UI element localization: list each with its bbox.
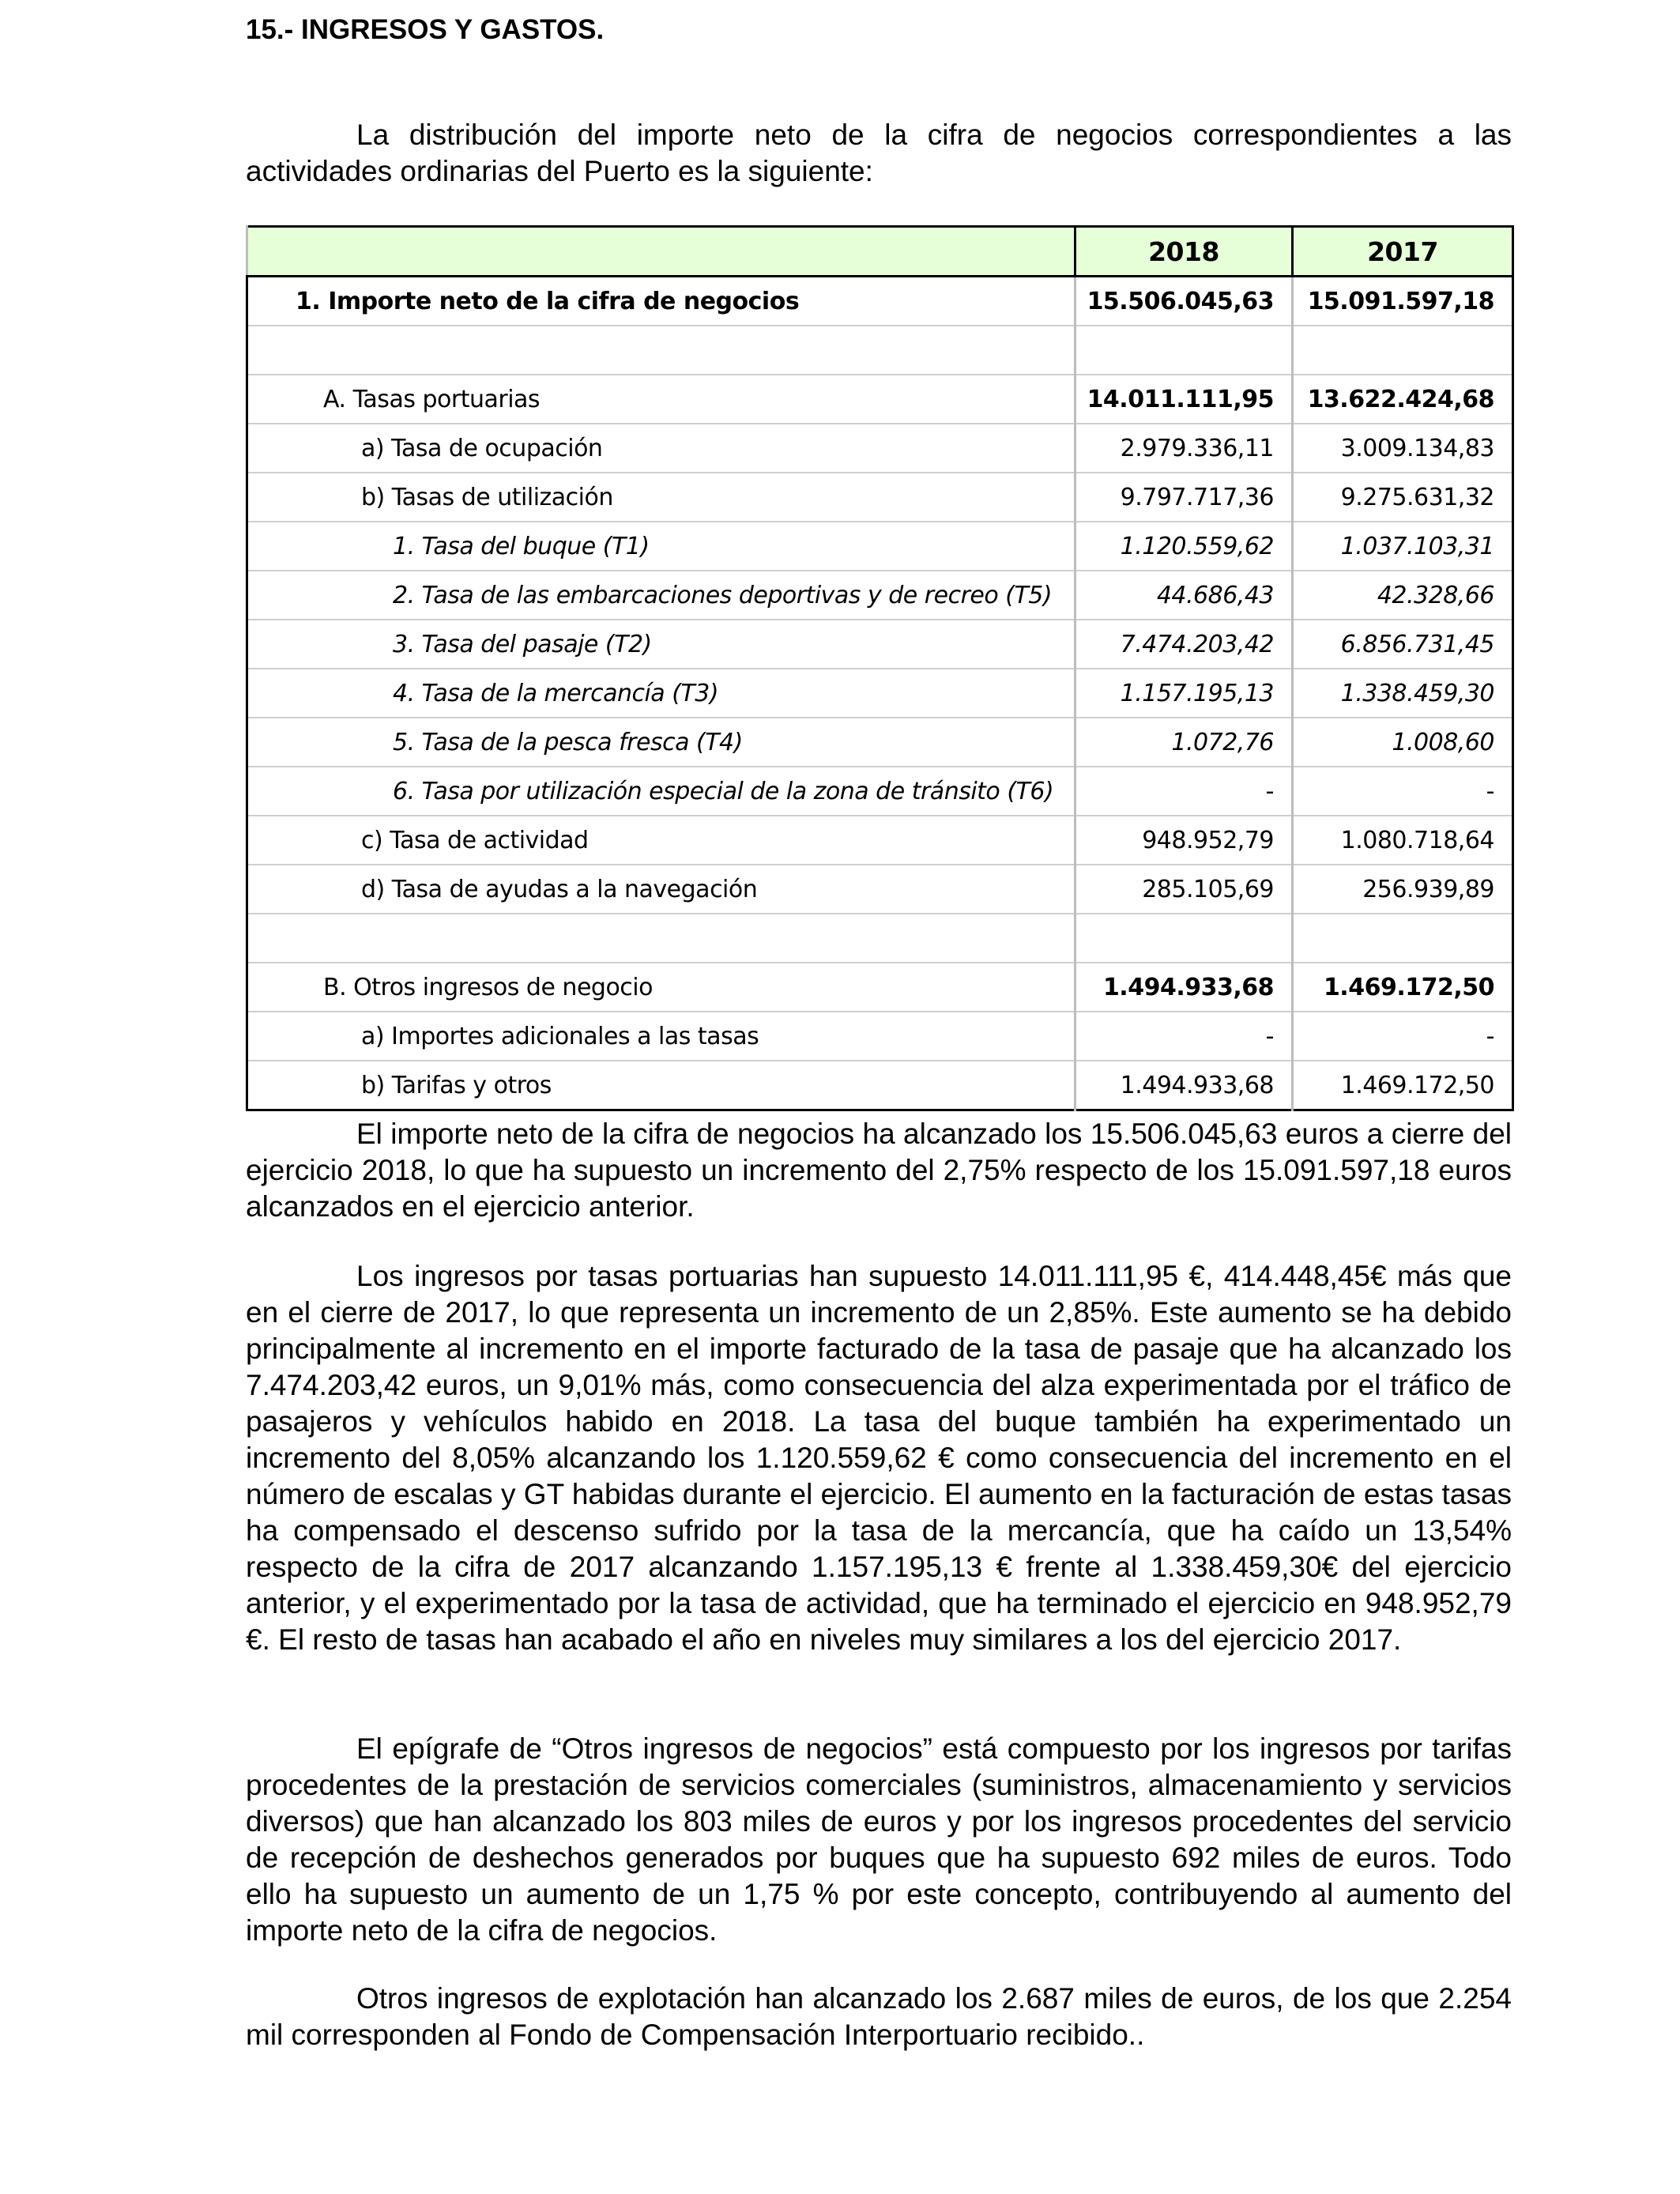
value-2018: 15.506.045,63 xyxy=(1075,277,1293,326)
row-label: 5. Tasa de la pesca fresca (T4) xyxy=(247,718,1075,767)
table-row xyxy=(247,571,1513,620)
table-row xyxy=(247,424,1513,473)
value-2017: 1.469.172,50 xyxy=(1293,1061,1513,1110)
value-2017 xyxy=(1293,914,1513,963)
table-row xyxy=(247,473,1513,522)
table-row xyxy=(247,1061,1513,1110)
intro-paragraph: La distribución del importe neto de la cifra de negocios correspondientes a las actividades ordinarias del Puerto es la siguiente: xyxy=(246,119,1512,187)
value-2018: 285.105,69 xyxy=(1075,865,1293,914)
value-2018: 44.686,43 xyxy=(1075,571,1293,620)
value-2017: - xyxy=(1293,1012,1513,1061)
value-2018 xyxy=(1075,914,1293,963)
value-2018: 14.011.111,95 xyxy=(1075,375,1293,424)
value-2018: 7.474.203,42 xyxy=(1075,620,1293,669)
value-2017: 13.622.424,68 xyxy=(1293,375,1513,424)
table-row xyxy=(247,914,1513,963)
value-2017: 1.037.103,31 xyxy=(1293,522,1513,571)
value-2017 xyxy=(1293,326,1513,375)
header-label-cell xyxy=(247,227,1075,277)
paragraph-port-fees: Los ingresos por tasas portuarias han supuesto 14.011.111,95 €, 414.448,45€ más que en el cierre de 2017, lo que representa un incremento de un 2,85%. Este aumento se ha debido principalmente al incremento en el importe facturado de la tasa de pasaje que ha alcanzado los 7.474.203,42 euros, un 9,01% más, como consecuencia del alza experimentada por el tráfico de pasajeros y vehículos habido en 2018. La tasa del buque también ha experimentado un incremento del 8,05% alcanzando los 1.120.559,62 € como consecuencia del incremento en el número de escalas y GT habidas durante el ejercicio. El aumento en la facturación de estas tasas ha compensado el descenso sufrido por la tasa de la mercancía, que ha caído un 13,54% respecto de la cifra de 2017 alcanzando 1.157.195,13 € frente al 1.338.459,30€ del ejercicio anterior, y el experimentado por la tasa de actividad, que ha terminado el ejercicio en 948.952,79 €. El resto de tasas han acabado el año en niveles muy similares a los del ejercicio 2017. xyxy=(246,1260,1512,1656)
value-2017: - xyxy=(1293,767,1513,816)
table-row xyxy=(247,375,1513,424)
row-label: b) Tarifas y otros xyxy=(247,1061,1075,1110)
value-2017: 9.275.631,32 xyxy=(1293,473,1513,522)
row-label: 4. Tasa de la mercancía (T3) xyxy=(247,669,1075,718)
value-2018: - xyxy=(1075,767,1293,816)
row-label: b) Tasas de utilización xyxy=(247,473,1075,522)
row-label: A. Tasas portuarias xyxy=(247,375,1075,424)
value-2018: - xyxy=(1075,1012,1293,1061)
value-2018 xyxy=(1075,326,1293,375)
value-2017: 42.328,66 xyxy=(1293,571,1513,620)
value-2018: 1.494.933,68 xyxy=(1075,963,1293,1012)
table-row xyxy=(247,277,1513,326)
table-row xyxy=(247,522,1513,571)
value-2018: 1.157.195,13 xyxy=(1075,669,1293,718)
value-2017: 15.091.597,18 xyxy=(1293,277,1513,326)
row-label: 2. Tasa de las embarcaciones deportivas y de recreo (T5) xyxy=(247,571,1075,620)
table-row xyxy=(247,767,1513,816)
table-row xyxy=(247,865,1513,914)
value-2017: 256.939,89 xyxy=(1293,865,1513,914)
paragraph-other-operating-income: Otros ingresos de explotación han alcanzado los 2.687 miles de euros, de los que 2.254 mil corresponden al Fondo de Compensación Interportuario recibido.. xyxy=(246,1982,1512,2051)
value-2018: 1.120.559,62 xyxy=(1075,522,1293,571)
row-label: 1. Importe neto de la cifra de negocios xyxy=(247,277,1075,326)
section-heading: 15.- INGRESOS Y GASTOS. xyxy=(246,14,605,45)
revenue-table xyxy=(246,225,1514,1111)
table-row xyxy=(247,816,1513,865)
value-2017: 1.008,60 xyxy=(1293,718,1513,767)
value-2017: 3.009.134,83 xyxy=(1293,424,1513,473)
paragraph-other-business-income: El epígrafe de “Otros ingresos de negocios” está compuesto por los ingresos por tarifas procedentes de la prestación de servicios comerciales (suministros, almacenamiento y servicios diversos) que han alcanzado los 803 miles de euros y por los ingresos procedentes del servicio de recepción de deshechos generados por buques que ha supuesto 692 miles de euros. Todo ello ha supuesto un aumento de un 1,75 % por este concepto, contribuyendo al aumento del importe neto de la cifra de negocios. xyxy=(246,1732,1512,1947)
table-row xyxy=(247,326,1513,375)
row-label: B. Otros ingresos de negocio xyxy=(247,963,1075,1012)
row-label: a) Importes adicionales a las tasas xyxy=(247,1012,1075,1061)
table-row xyxy=(247,963,1513,1012)
value-2018: 1.494.933,68 xyxy=(1075,1061,1293,1110)
value-2018: 1.072,76 xyxy=(1075,718,1293,767)
paragraph-net-revenue: El importe neto de la cifra de negocios ha alcanzado los 15.506.045,63 euros a cierre del ejercicio 2018, lo que ha supuesto un incremento del 2,75% respecto de los 15.091.597,18 euros alcanzados en el ejercicio anterior. xyxy=(246,1118,1512,1223)
value-2018: 2.979.336,11 xyxy=(1075,424,1293,473)
value-2017: 1.469.172,50 xyxy=(1293,963,1513,1012)
row-label xyxy=(247,326,1075,375)
header-2018: 2018 xyxy=(1075,227,1293,277)
table-row xyxy=(247,1012,1513,1061)
table-header-row xyxy=(247,227,1513,277)
header-2017: 2017 xyxy=(1293,227,1513,277)
value-2018: 9.797.717,36 xyxy=(1075,473,1293,522)
value-2018: 948.952,79 xyxy=(1075,816,1293,865)
value-2017: 1.080.718,64 xyxy=(1293,816,1513,865)
value-2017: 1.338.459,30 xyxy=(1293,669,1513,718)
row-label: d) Tasa de ayudas a la navegación xyxy=(247,865,1075,914)
row-label: c) Tasa de actividad xyxy=(247,816,1075,865)
table-row xyxy=(247,620,1513,669)
row-label: 3. Tasa del pasaje (T2) xyxy=(247,620,1075,669)
table-row xyxy=(247,718,1513,767)
value-2017: 6.856.731,45 xyxy=(1293,620,1513,669)
row-label xyxy=(247,914,1075,963)
row-label: a) Tasa de ocupación xyxy=(247,424,1075,473)
table-row xyxy=(247,669,1513,718)
row-label: 6. Tasa por utilización especial de la zona de tránsito (T6) xyxy=(247,767,1075,816)
row-label: 1. Tasa del buque (T1) xyxy=(247,522,1075,571)
